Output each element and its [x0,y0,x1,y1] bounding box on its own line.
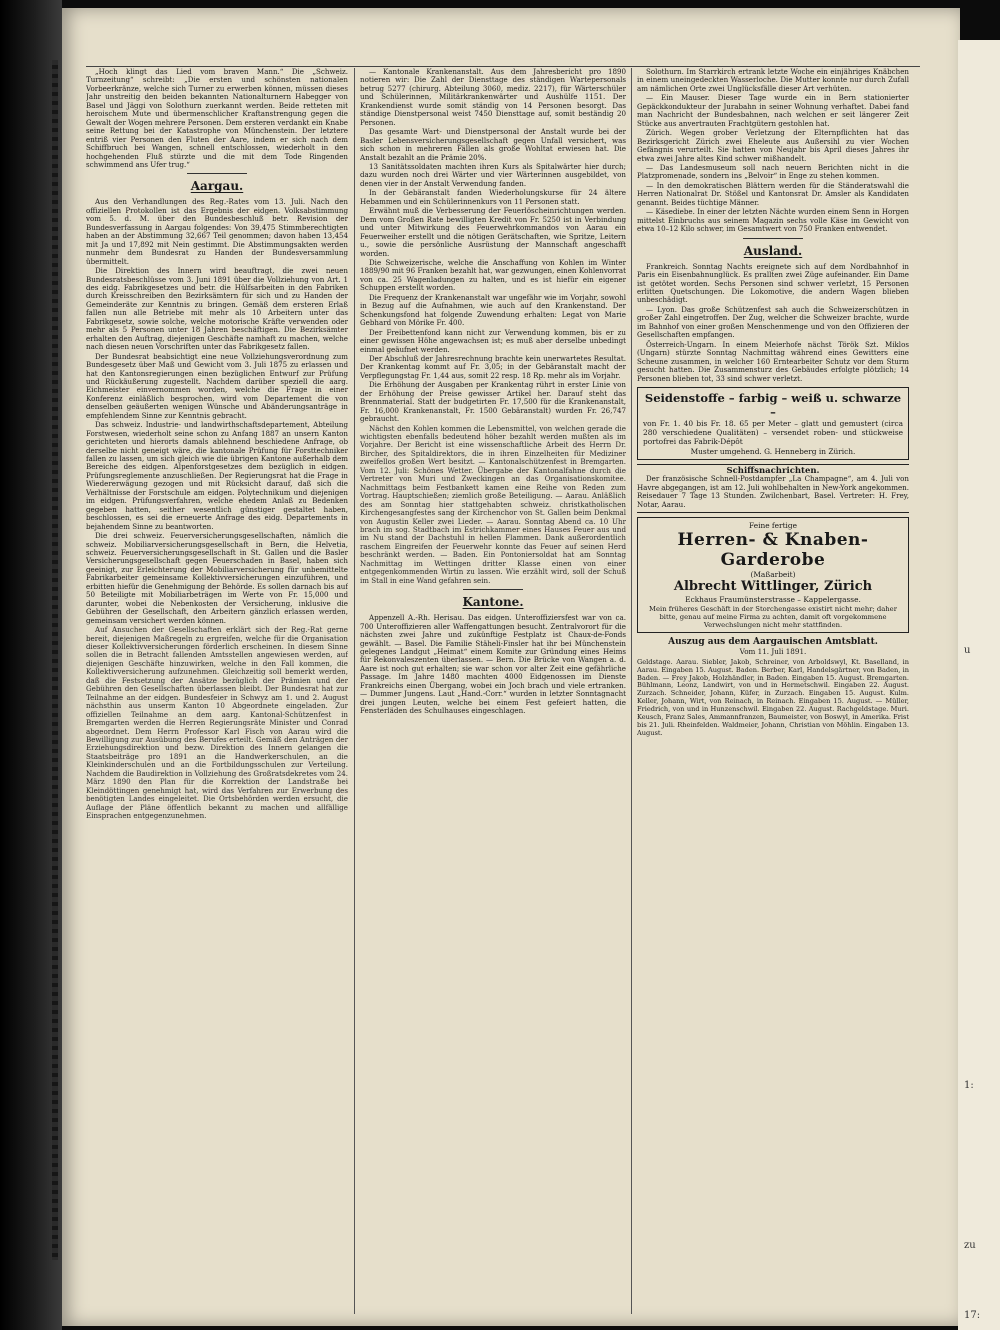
article-paragraph: Die Direktion des Innern wird beauftragt, die zwei neuen Bundesratsbeschlüsse vom 3. Juni 1891 über die Vollziehung von Art. 1 des eidg. Fabrikgesetzes und betr. die Hülfsarbeiten in den Fabriken durch Kreisschreiben den Bezirksämtern für sich und zu Handen der Gemeinderäte zur Kenntnis zu bringen. Gemäß dem ersteren Erlaß fallen nun alle Betriebe mit mehr als 10 Arbeitern unter das Fabrikgesetz, sowie solche, welche motorische Kräfte verwenden oder mehr als 5 Personen unter 18 Jahren beschäftigen. Die Bezirksämter erhalten den Auftrag, diejenigen Geschäfte namhaft zu machen, welche nach diesen neuen Vorschriften unter das Fabrikgesetz fallen. [86,266,348,352]
ad-line: Feine fertige [748,521,798,531]
article-paragraph: — Ein Mauser. Dieser Tage wurde ein in Bern stationierter Gepäckkondukteur der Jurabahn in seiner Wohnung verhaftet. Dabei fand man Nachricht der Bundesbahnen, nach welchen er seit längerer Zeit Stücke aus anvertrauten Frachtgütern gestohlen hat. [637,93,909,128]
article-paragraph: — Lyon. Das große Schützenfest sah auch die Schweizerschützen in großer Zahl eingetroffen. Der Zug, welcher die Schweizer brachte, wurde im Bahnhof von einer großen Menschenmenge und von den Offizieren der Gesellschaften empfangen. [637,304,909,340]
adjacent-page-edge [958,40,1000,1330]
article-paragraph: Appenzell A.-Rh. Herisau. Das eidgen. Unteroffiziersfest war von ca. 700 Unteroffizieren aller Waffengattungen besucht. Zentralvorort für die nächsten zwei Jahre und zukünftige Festplatz ist Chaux-de-Fonds gewählt. — Basel. Die Familie Stäheli-Finsler hat ihr bei Münchenstein gelegenes Landgut „Heimat“ einem Komite zur Gründung eines Heims für Rekonvaleszenten überlassen. — Bern. Die Brücke von Wangen a. d. Aare ist noch gut erhalten; sie war schon vor alter Zeit eine gefährliche Passage. Im Jahre 1480 machten 4000 Eidgenossen im Dienste Frankreichs einen Übergang, wobei ein Joch brach und viele ertranken. — Dummer Jungens. Laut „Hand.-Corr.“ wurden in letzter Sonntagnacht drei jungen Leuten, welche bei einem Fest gefeiert hatten, die Fensterläden des Schulhauses eingeschlagen. [360,613,626,716]
column-1 [86,68,348,1316]
ad-title: Seidenstoffe – farbig – weiß u. schwarze – [644,390,902,419]
clothing-advertisement [637,517,909,633]
ad-text: von Fr. 1. 40 bis Fr. 18. 65 per Meter – glatt und gemustert (circa 280 verschiedene Qualitäten) – versendet roben- und stückweise portofrei das Fabrik-Dépôt [643,418,903,447]
article-paragraph: Das gesamte Wart- und Dienstpersonal der Anstalt wurde bei der Basler Lebensversicherungsgesellschaft gegen Unfall versichert, was sich schon in mehreren Fällen als große Wohltat erwiesen hat. Die Anstalt bezahlt an die Prämie 20%. [360,127,626,162]
column-rule-1 [354,68,355,1314]
article-paragraph: 13 Sanitätssoldaten machten ihren Kurs als Spitalwärter hier durch; dazu wurden noch drei Wärter und vier Wärterinnen ausgebildet, von denen vier in der Anstalt Verwendung fanden. [360,161,626,188]
official-gazette-extract [637,637,909,738]
ad-firm-name: Albrecht Wittlinger, Zürich [673,579,873,595]
book-binding [0,0,62,1330]
separator [187,173,247,174]
silk-advertisement [637,387,909,460]
ship-news-text: Der französische Schnell-Postdampfer „La Champagne“, am 4. Juli von Havre abgegangen, ist am 12. Juli wohlbehalten in New-York angekommen. Reisedauer 7 Tage 13 Stunden. Zwilchenbart, Basel. Vertreter: H. Frey, Notar, Aarau. [637,474,909,509]
edge-text: 1: [964,1080,974,1091]
section-heading-ausland: Ausland. [743,243,803,258]
section-heading-kantone: Kantone. [462,595,524,610]
article-paragraph: Die Frequenz der Krankenanstalt war ungefähr wie im Vorjahr, sowohl in Bezug auf die Aufnahmen, wie auch auf den Krankenstand. Der Schenkungsfond hat folgende Zuwendung erhalten: Legat von Marie Gebhard von Mörike Fr. 400. [360,292,626,328]
edge-text: 17: [964,1310,981,1321]
newspaper-page [62,8,960,1326]
separator [463,589,523,590]
article-paragraph: — In den demokratischen Blättern werden für die Ständeratswahl die Herren Nationalrat Dr. Stößel und Kantonsrat Dr. Amsler als Kandidaten genannt. Beides tüchtige Männer. [637,180,909,207]
ad-line: (Maßarbeit) [750,570,796,580]
article-paragraph: Die Erhöhung der Ausgaben per Krankentag rührt in erster Linie von der Erhöhung der Preise gewisser Artikel her. Darauf steht das Brennmaterial. Statt der budgetirten Fr. 17,500 für die Krankenanstalt, Fr. 16,000 Krankenanstalt, Fr. 1500 Gebäranstalt) wurden Fr. 26,747 gebraucht. [360,380,626,424]
article-paragraph: In der Gebäranstalt fanden Wiederholungskurse für 24 ältere Hebammen und ein Schülerinnenkurs von 11 Personen statt. [360,188,626,206]
ad-headline: Herren- & Knaben-Garderobe [677,530,869,571]
article-paragraph: Der Abschluß der Jahresrechnung brachte kein unerwartetes Resultat. Der Krankentag kommt auf Fr. 3,05; in der Gebäranstalt macht der Verpflegungstag Fr. 1,44 aus, somit 22 resp. 18 Rp. mehr als im Vorjahr. [360,353,626,380]
article-paragraph: Zürich. Wegen grober Verletzung der Elternpflichten hat das Bezirksgericht Zürich zwei Eheleute aus Außersihl zu vier Wochen Gefängnis verurteilt. Sie hatten von Neujahr bis April dieses Jahres ihr etwa zwei Jahre altes Kind schwer mißhandelt. [637,128,909,163]
ad-signature: Muster umgehend. G. Henneberg in Zürich. [690,446,856,456]
article-paragraph: Frankreich. Sonntag Nachts ereignete sich auf dem Nordbahnhof in Paris ein Eisenbahnunglück. Es prallten zwei Züge aufeinander. Ein Dame ist getötet worden. Sechs Personen sind schwer verletzt, 15 Personen erlitten Quetschungen. Die Lokomotive, die andern Wagen blieben unbeschädigt. [637,261,909,305]
edge-text: zu [964,1240,976,1251]
gazette-date: Vom 11. Juli 1891. [739,647,807,657]
gazette-title: Auszug aus dem Aargauischen Amtsblatt. [668,637,878,648]
article-paragraph: Der Bundesrat beabsichtigt eine neue Vollziehungsverordnung zum Bundesgesetz über Maß und Gewicht vom 3. Juli 1875 zu erlassen und hat den Kantonsregierungen einen bezüglichen Entwurf zur Prüfung und Rückäußerung zugestellt. Nachdem darüber speziell die aarg. Eichmeister einvernommen worden, welche die Frage in einer Konferenz einläßlich besprochen, wird vom Departement die von denselben geäußerten wenigen Wünsche und Abänderungsanträge in empfehlendem Sinne zur Kenntnis gebracht. [86,351,348,420]
article-paragraph: — Das Landesmuseum soll nach neuern Berichten nicht in die Platzpromenade, sondern ins „Belvoir“ in Enge zu stehen kommen. [637,162,909,181]
ship-news [637,464,909,513]
article-paragraph: Auf Ansuchen der Gesellschaften erklärt sich der Reg.-Rat gerne bereit, diejenigen Maßregeln zu ergreifen, welche für die Organisation dieser Kollektivversicherungen förderlich erscheinen. In diesem Sinne sollen die in Betracht fallenden Amtsstellen angewiesen werden, auf diejenigen Geschäfte hinzuwirken, welche in den Fall kommen, die Kollektivversicherung aufzunehmen. Gleichzeitig soll bemerkt werden, daß die Festsetzung der Ansätze bezüglich der Prämien und der Gebühren den Gesellschaften überlassen bleibt. Der Bundesrat hat zur Teilnahme an der eidgen. Bundesfeier in Schwyz am 1. und 2. August nächsthin aus unserm Kanton 10 Abgeordnete eingeladen. Zur offiziellen Teilnahme an dem aarg. Kantonal-Schützenfest in Bremgarten werden die Herren Regierungsräte Minister und Conrad abgeordnet. Dem Herrn Professor Karl Fisch von Aarau wird die Bewilligung zur Ausübung des Berufes erteilt. Gemäß den Anträgen der Erziehungsdirektion und bezw. Direktion des Innern gelangen die Staatsbeiträge pro 1891 an die Handwerkerschulen, an die Kleinkinderschulen und an die Fortbildungsschulen zur Verteilung. Nachdem die Baudirektion in Vollziehung des Großratsdekretes vom 24. März 1890 den Plan für die Korrektion der Landstraße bei Kleindöttingen genehmigt hat, wird das Verfahren zur Erwerbung des benötigten Landes eingeleitet. Die Ortsbehörden werden ersucht, die Auflage der Pläne öffentlich bekannt zu machen und allfällige Einsprachen entgegenzunehmen. [86,625,348,821]
column-2 [360,68,626,1316]
article-paragraph: Die Schweizerische, welche die Anschaffung von Kohlen im Winter 1889/90 mit 96 Franken bezahlt hat, war gezwungen, einen Kohlenvorrat von ca. 25 Wagenladungen zu halten, und es ist hiefür ein eigener Schuppen erstellt worden. [360,257,626,293]
ship-news-title: Schiffsnachrichten. [726,465,820,476]
article-paragraph: Erwähnt muß die Verbesserung der Feuerlöscheinrichtungen werden. Dem vom Großen Rate bewilligten Kredit von Fr. 5250 ist in Verbindung und unter Mitwirkung des Feuerwehrkommandos von Aarau ein Feuerweiher erstellt und die nötigen Gerätschaften, wie Spritze, Leitern u., sowie die persönliche Ausrüstung der Mannschaft angeschafft worden. [360,206,626,258]
column-rule-2 [631,68,632,1314]
separator [743,238,803,239]
article-paragraph: — Kantonale Krankenanstalt. Aus dem Jahresbericht pro 1890 notieren wir: Die Zahl der Diensttage des ständigen Wartepersonals betrug 5277 (chirurg. Abteilung 3060, mediz. 2217), für Wärterschüler und Schülerinnen, Militärkrankenwärter und Aushülfe 1151. Der Krankendienst wurde somit ständig von 14 Personen besorgt. Das ständige Dienstpersonal weist 7450 Diensttage auf, somit beständig 20 Personen. [360,68,626,127]
edge-text: u [964,645,971,656]
ad-note: Mein früheres Geschäft in der Storchengasse existirt nicht mehr; daher bitte, genau auf meine Firma zu achten, damit oft vorgekommene Verwechslungen nicht mehr stattfinden. [649,604,897,630]
column-3 [637,68,909,1316]
article-paragraph: Der Freibettenfond kann nicht zur Verwendung kommen, bis er zu einer gewissen Höhe angewachsen ist; es muß aber derselbe unbedingt einmal geäufnet werden. [360,327,626,354]
ad-address: Eckhaus Fraumünsterstrasse – Kappelergasse. [685,595,861,605]
turnzeitung-article: „Hoch klingt das Lied vom braven Mann.“ Die „Schweiz. Turnzeitung“ schreibt: „Die ersten und schönsten nationalen Vorbeerkränze, welche sich Turner zu erwerben können, müssen dieses Jahr unstreitig den beiden bekannten Nationalturnern Habegger von Basel und Jäggi von Solothurn zuerkannt werden. Beide retteten mit heroischem Mute und übermenschlicher Kraftanstrengung gegen die Gewalt der Wogen mehrere Personen. Dem ersteren verdankt ein Knabe seine Rettung bei der Katastrophe von Münchenstein. Der letztere entriß vier Personen den Fluten der Aare, indem er sich nach dem Schiffbruch bei Wangen, schnell entschlossen, wiederholt in den hochgehenden Fluß stürzte und die mit dem Tode Ringenden schwimmend ans Ufer trug.“ [86,68,348,169]
article-paragraph: Solothurn. Im Starrkirch ertrank letzte Woche ein einjähriges Knäbchen in einem uneingedeckten Wasserloche. Die Mutter konnte nur durch Zufall am nämlichen Orte zwei Unglücksfälle dieser Art verhüten. [637,68,909,93]
article-paragraph: Aus den Verhandlungen des Reg.-Rates vom 13. Juli. Nach den offiziellen Protokollen ist das Ergebnis der eidgen. Volksabstimmung vom 5. d. M. über den Bundesbeschluß betr. Revision der Bundesverfassung in Aargau folgendes: Von 39,475 Stimmberechtigten haben an der Abstimmung 32,667 Teil genommen; davon haben 13,454 mit Ja und 17,892 mit Nein gestimmt. Die Abstimmungsakten werden nunmehr dem Bundesrat zu Handen der Bundesversammlung übermittelt. [86,197,348,266]
top-rule [86,66,920,67]
article-paragraph: Nächst den Kohlen kommen die Lebensmittel, von welchen gerade die wichtigsten ebenfalls bedeutend höher bezahlt werden mußten als im Vorjahre. Der Bericht ist eine wissenschaftliche Arbeit des Herrn Dr. Bircher, des Spitaldirektors, die in ihren Einzelheiten für Mediziner zweifellos großen Wert besitzt. — Kantonalschützenfest in Bremgarten. Vom 12. Juli: Schönes Wetter. Übergabe der Kantonalfahne durch die Vertreter von Muri und Zweckingen an das Organisationskomitee. Nachmittags beim Festbankett kamen eine Reihe von Reden zum Vortrag. Hauptschießen; ziemlich große Beteiligung. — Aarau. Anläßlich des am Sonntag hier stattgehabten schweiz. christkatholischen Kirchengesangfestes sang der Kirchenchor von St. Gallen beim Denkmal von Augustin Keller zwei Lieder. — Aarau. Sonntag Abend ca. 10 Uhr brach im sog. Stadtbach im Estrichkammer eines Hauses Feuer aus und im Nu stand der Dachstuhl in hellen Flammen. Dank außerordentlich raschem Eingreifen der Feuerwehr konnte das Feuer auf seinen Herd beschränkt werden. — Baden. Ein Pontoniersoldat hat am Sonntag Nachmittag im Wettingen dritter Klasse einen von einer entgegenkommenden Wirtin zu lassen. Wie erzählt wird, soll der Schuß im Stall in eine Wand gefahren sein. [360,423,626,585]
article-paragraph: Österreich-Ungarn. In einem Meierhofe nächst Török Szt. Miklos (Ungarn) stürzte Sonntag Nachmittag während eines Gewitters eine Scheune zusammen, in welcher 160 Erntearbeiter Schutz vor dem Sturm gesucht hatten. Die Zusammensturz des Gebäudes erfolgte plötzlich; 14 Personen blieben tot, 33 sind schwer verletzt. [637,339,909,383]
section-heading-aargau: Aargau. [190,179,244,194]
article-paragraph: — Käsediebe. In einer der letzten Nächte wurden einem Senn in Horgen mittelst Einbruchs aus seinem Magazin sechs volle Käse im Gewicht von etwa 10–12 Kilo schwer, im Gesamtwert von 750 Franken entwendet. [637,207,909,234]
article-paragraph: Das schweiz. Industrie- und landwirthschaftsdepartement, Abteilung Forstwesen, wiederholt seine schon zu Anfang 1887 an unsern Kanton gerichteten und hierorts damals ablehnend beschiedene Anfrage, ob derselbe nicht geneigt wäre, die kantonale Prüfung für Forsttechniker fallen zu lassen, um sich gleich wie die übrigen Kantone außerhalb dem Bereiche des eidgen. Alpenforstgesetzes dem bezüglich in eidgen. Prüfungsreglemente anzuschließen. Der Regierungsrat hat die Frage in Wiedererwägung gezogen und mit Rücksicht darauf, daß sich die Verhältnisse der Forstschule am eidgen. Polytechnikum und diejenigen im eidgen. Prüfungsverfahren, welche ehedem Anlaß zu Bedenken gegeben hatten, seither wesentlich günstiger gestaltet haben, beschlossen, es sei die erneuerte Anfrage des eidg. Departements in bejahendem Sinne zu beantworten. [86,420,348,531]
article-paragraph: Die drei schweiz. Feuerversicherungsgesellschaften, nämlich die schweiz. Mobiliarversicherungsgesellschaft in Bern, die Helvetia, schweiz. Feuerversicherungsgesellschaft in St. Gallen und die Basler Versicherungsgesellschaft gegen Feuerschaden in Basel, haben sich geeinigt, zur Erleichterung der Mobiliarversicherung für unbemittelte Fabrikarbeiter gemeinsame Kollektivversicherungen einzuführen, und erbitten hiefür die Genehmigung der Behörde. Es sollen darnach bis auf 50 Beteiligte mit Mobiliarbeträgen im Werte von Fr. 15,000 und darunter, wobei die Nebenkosten der Versicherung, inklusive die Gebühren der Gesellschaft, den Arbeitern gänzlich erlassen werden, gemeinsam versichert werden können. [86,531,348,625]
gazette-text: Geldstage. Aarau. Siebler, Jakob, Schreiner, von Arboldswyl, Kt. Baselland, in Aarau. Eingaben 15. August. Baden. Berber, Karl, Handelsgärtner, von Baden, in Baden. — Frey Jakob, Holzhändler, in Baden. Eingaben 15. August. Bremgarten. Bühlmann, Leonz, Landwirt, von und in Hermetschwil. Eingaben 22. August. Zurzach. Schneider, Johann, Küfer, in Zurzach. Eingaben 15. August. Kulm. Keller, Johann, Wirt, von Reinach, in Reinach. Eingaben 15. August. — Müller, Friedrich, von und in Hunzenschwil. Eingaben 22. August. Rachgeldstage. Muri. Keusch, Franz Sales, Ammannfranzen, Baumeister, von Boswyl, in Amerika. Frist bis 21. Juli. Rheinfelden. Waldmeier, Johann, Christian von Möhlin. Eingaben 13. August. [637,657,909,737]
